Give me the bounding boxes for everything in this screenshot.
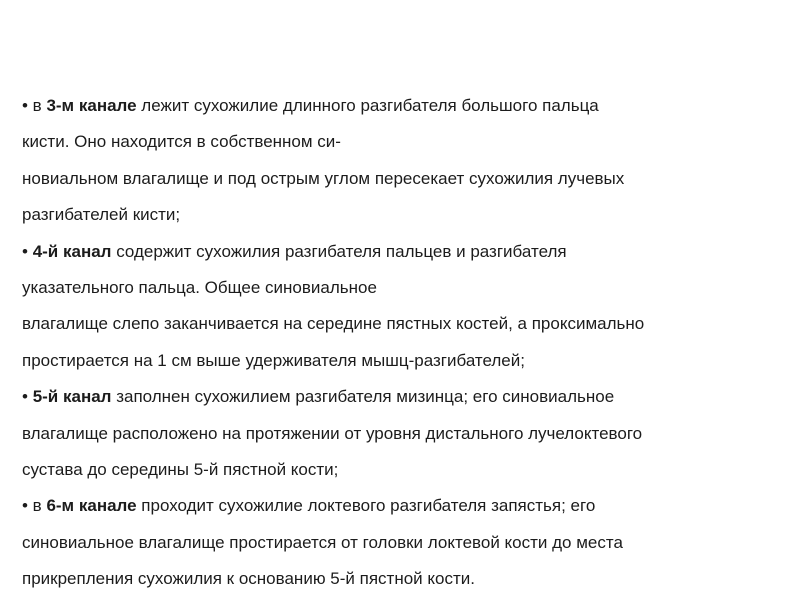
line: разгибателей кисти;	[22, 205, 181, 225]
line: кисти. Оно находится в собственном си-	[22, 132, 341, 152]
line	[22, 488, 798, 524]
line: новиальном влагалище и под острым углом пересекает сухожилия лучевых	[22, 168, 625, 188]
canal-4-label: 4-й канал	[32, 241, 112, 261]
text-run: содержит сухожилия разгибателя пальцев и разгибателя	[111, 241, 567, 261]
text-run: лежит сухожилие длинного разгибателя большого пальца	[136, 96, 599, 115]
canal-5-label: 5-й канал	[32, 387, 112, 407]
line: сустава до середины 5-й пястной кости;	[22, 460, 339, 480]
line: прикрепления сухожилия к основанию 5-й пястной кости.	[22, 569, 475, 589]
text-block	[22, 88, 798, 598]
canal-3-label: 3-м канале	[46, 96, 137, 115]
line: влагалище слепо заканчивается на середине пястных костей, а проксимально	[22, 314, 645, 334]
line	[22, 234, 798, 270]
line	[22, 379, 798, 415]
line: простирается на 1 см выше удерживателя мышц-разгибателей;	[22, 350, 525, 370]
line: указательного пальца. Общее синовиальное	[22, 278, 377, 298]
text-run: проходит сухожилие локтевого разгибателя запястья; его	[136, 496, 596, 516]
line	[22, 88, 798, 124]
text-run: заполнен сухожилием разгибателя мизинца; его синовиальное	[111, 387, 615, 407]
line: влагалище расположено на протяжении от уровня дистального лучелоктевого	[22, 423, 643, 443]
line: синовиальное влагалище простирается от головки локтевой кости до места	[22, 532, 623, 552]
text-run: • в	[22, 496, 47, 516]
text-run: •	[22, 241, 33, 261]
text-run: •	[22, 387, 33, 407]
canal-6-label: 6-м канале	[46, 496, 137, 516]
text-run: • в	[22, 96, 47, 115]
